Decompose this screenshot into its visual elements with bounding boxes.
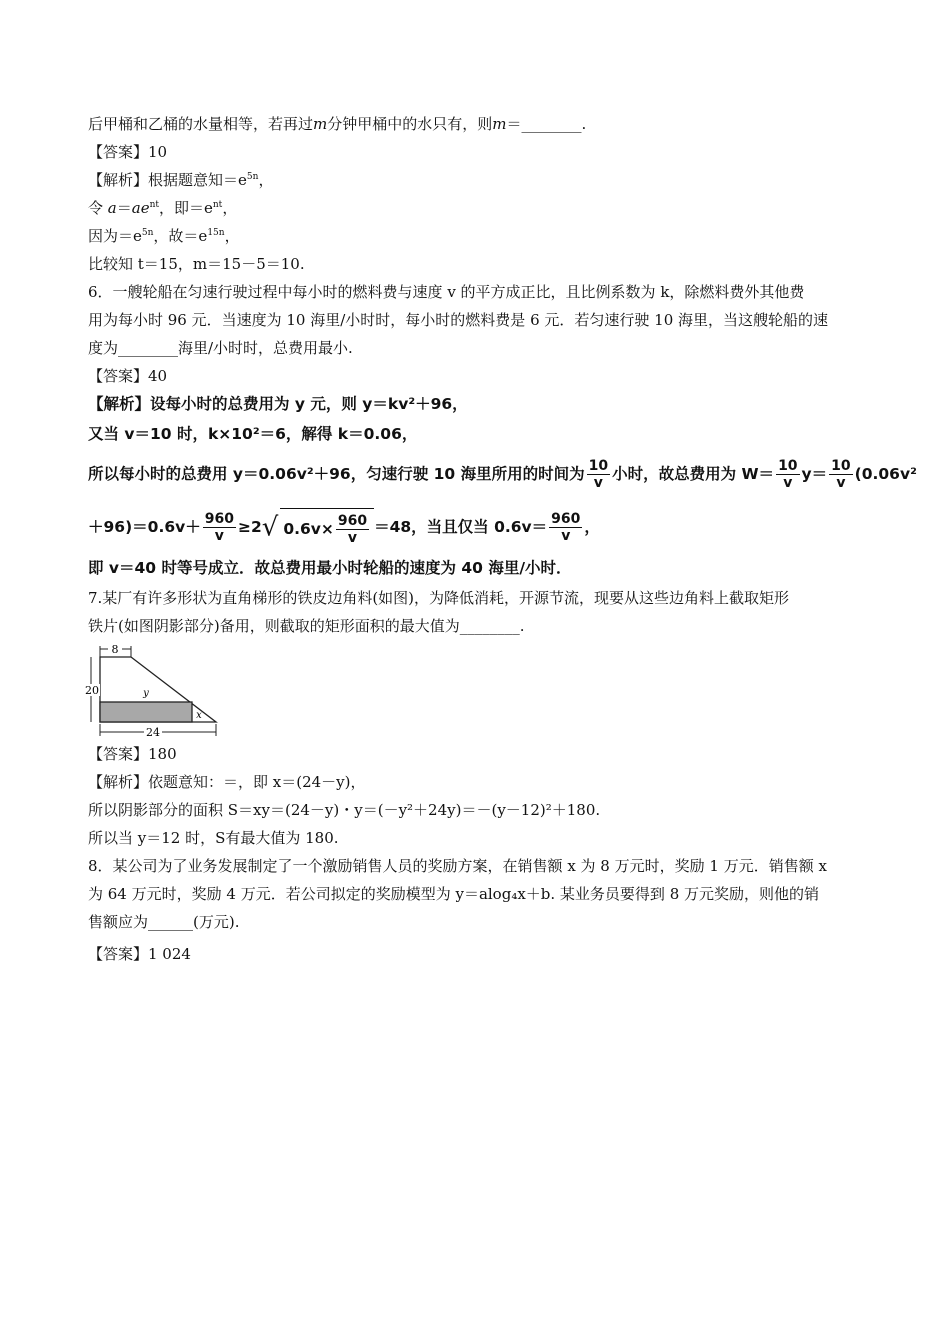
q5-line2-eq: ＝ (116, 199, 132, 217)
figure-bottom-label: 24 (146, 726, 160, 739)
q5-line2-text: 令 (88, 199, 108, 217)
q6-line3-text-2: 小时，故总费用为 W＝ (612, 465, 775, 483)
fraction-numerator: 10 (588, 458, 609, 474)
q5-line2-var-a: a (107, 199, 117, 217)
q6-sqrt-fraction (336, 513, 369, 546)
q5-line2-exponent-2: nt (212, 200, 223, 210)
q6-fraction-960 (203, 511, 236, 544)
q5-line2-text-2: ，即＝e (159, 199, 213, 217)
q6-analysis-line-4 (88, 508, 600, 548)
trapezoid-figure (84, 644, 224, 740)
q6-analysis-text-1: 设每小时的总费用为 y 元，则 y＝kv²＋96， (150, 395, 468, 413)
q6-fraction-w (776, 458, 799, 491)
q5-answer: 【答案】10 (88, 143, 168, 161)
q6-inequality: ≥2 (237, 518, 262, 536)
q6-fraction-w-2 (829, 458, 852, 491)
q7-stem-line-1: 7.某厂有许多形状为直角梯形的铁皮边角料(如图)，为降低消耗，开源节流，现要从这些边角料上截取矩形 (88, 589, 790, 607)
q6-stem-line-1: 6．一艘轮船在匀速行驶过程中每小时的燃料费与速度 v 的平方成正比，且比例系数为 k，除燃料费外其他费 (88, 283, 805, 301)
q6-line4-text: ＋96)＝0.6v＋ (88, 518, 201, 536)
q5-line2-var-ae: ae (131, 199, 150, 217)
q6-analysis-line-3 (88, 456, 917, 496)
q5-analysis-line-1 (88, 170, 273, 190)
figure-left-label: 20 (85, 684, 99, 697)
fraction-numerator: 960 (204, 511, 234, 527)
q5-analysis-label: 【解析】 (88, 171, 149, 189)
fraction-denominator: v (214, 528, 224, 544)
q6-line4-end: ， (584, 518, 600, 536)
q6-stem-line-3: 度为________海里/小时时，总费用最小. (88, 339, 353, 357)
figure-top-label: 8 (111, 644, 119, 656)
fraction-numerator: 960 (551, 511, 581, 527)
q8-answer: 【答案】1 024 (88, 945, 191, 963)
fraction-numerator: 10 (778, 458, 798, 474)
fraction-denominator: v (593, 475, 603, 491)
q5-var-m-2: m (492, 115, 507, 133)
fraction-denominator: v (836, 475, 846, 491)
q5-analysis-line-2 (88, 198, 237, 218)
q5-line3-exponent-2: 15n (207, 228, 225, 238)
q6-line3-text-3: y＝ (801, 465, 828, 483)
q7-analysis-line-3: 所以当 y＝12 时，S有最大值为 180. (88, 829, 339, 847)
q6-sqrt (280, 508, 374, 547)
q6-stem-line-2: 用为每小时 96 元．当速度为 10 海里/小时时，每小时的燃料费是 6 元．若匀速行驶 10 海里，当这艘轮船的速 (88, 311, 829, 329)
q5-analysis-text: 根据题意知＝e (148, 171, 247, 189)
q7-answer: 【答案】180 (88, 745, 177, 763)
q6-analysis-line-1 (88, 394, 468, 414)
q8-stem-line-2: 为 64 万元时，奖励 4 万元．若公司拟定的奖励模型为 y＝alog₄x＋b. 某业务员要得到 8 万元奖励，则他的销 (88, 885, 820, 903)
radical-sign: √ (261, 512, 279, 543)
q8-stem-line-3: 售额应为______(万元). (88, 913, 240, 931)
q5-analysis-end: ， (258, 171, 274, 189)
figure-x-label: x (196, 710, 202, 721)
q7-analysis-line-2: 所以阴影部分的面积 S＝xy＝(24－y)・y＝(－y²＋24y)＝－(y－12)²＋180. (88, 801, 601, 819)
q7-stem-line-2: 铁片(如图阴影部分)备用，则截取的矩形面积的最大值为________. (88, 617, 525, 635)
q5-analysis-line-4: 比较知 t＝15，m＝15－5＝10. (88, 255, 305, 273)
q5-line2-end: ， (222, 199, 238, 217)
fraction-numerator: 10 (831, 458, 851, 474)
q5-tail-line (88, 114, 586, 134)
q6-analysis-line-2: 又当 v＝10 时，k×10²＝6，解得 k＝0.06， (88, 425, 418, 443)
q5-line3-exponent: 5n (141, 228, 154, 238)
q5-tail-blank: ＝________. (506, 115, 587, 133)
q5-line3-text-2: ，故＝e (153, 227, 208, 245)
q5-var-m: m (313, 115, 328, 133)
fraction-denominator: v (561, 528, 571, 544)
q6-fraction-time (587, 458, 610, 491)
figure-y-label: y (143, 688, 149, 699)
q5-line3-end: ， (224, 227, 240, 245)
q6-line4-text-2: ＝48，当且仅当 0.6v＝ (374, 518, 548, 536)
q7-analysis-line-1: 【解析】依题意知：＝，即 x＝(24－y)， (88, 773, 366, 791)
q5-tail-text: 后甲桶和乙桶的水量相等，若再过 (88, 115, 314, 133)
q6-answer: 【答案】40 (88, 367, 168, 385)
q5-analysis-line-3 (88, 226, 240, 246)
q6-line3-text: 所以每小时的总费用 y＝0.06v²＋96，匀速行驶 10 海里所用的时间为 (88, 465, 585, 483)
fraction-numerator: 960 (337, 513, 368, 529)
q5-analysis-exponent: 5n (246, 172, 259, 182)
q6-analysis-line-5: 即 v＝40 时等号成立．故总费用最小时轮船的速度为 40 海里/小时． (88, 559, 572, 577)
fraction-denominator: v (783, 475, 793, 491)
q5-line2-exponent: nt (149, 200, 159, 210)
q5-tail-text-2: 分钟甲桶中的水只有，则 (327, 115, 493, 133)
q6-analysis-label: 【解析】 (88, 395, 151, 413)
q6-fraction-960-2 (549, 511, 582, 544)
q8-stem-line-1: 8．某公司为了业务发展制定了一个激励销售人员的奖励方案，在销售额 x 为 8 万元时，奖励 1 万元．销售额 x (88, 857, 827, 875)
q5-line3-text: 因为＝e (88, 227, 142, 245)
fraction-denominator: v (347, 530, 358, 546)
q6-sqrt-text: 0.6v× (283, 520, 334, 538)
shaded-rectangle (100, 702, 192, 722)
q6-line3-end: (0.06v² (854, 465, 917, 483)
